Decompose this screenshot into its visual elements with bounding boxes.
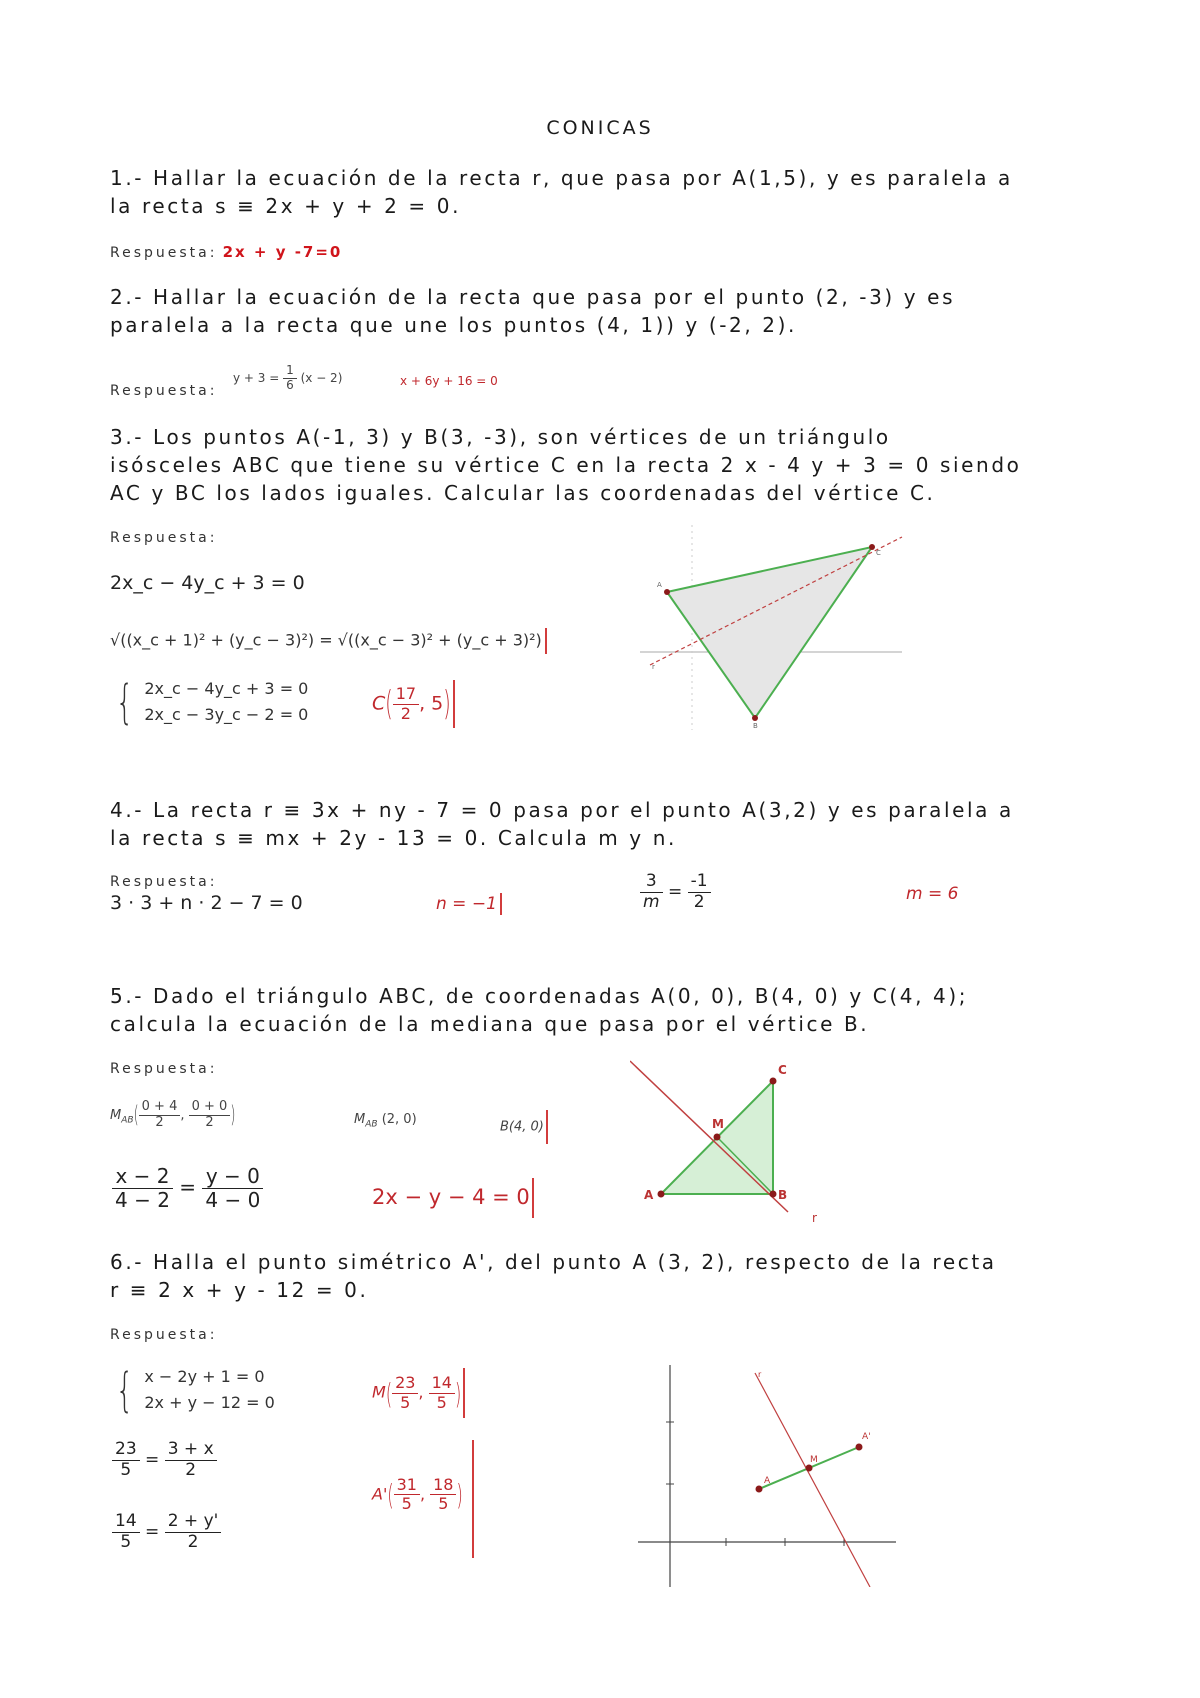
answer-6-system: { x − 2y + 1 = 0 2x + y − 12 = 0 (115, 1363, 275, 1417)
point-b (752, 715, 758, 721)
question-3-line-2: isósceles ABC que tiene su vértice C en la recta 2 x - 4 y + 3 = 0 siendo (110, 453, 1022, 477)
label-m: M (810, 1455, 818, 1465)
point-b (770, 1191, 777, 1198)
question-2-line-1: 2.- Hallar la ecuación de la recta que pasa por el punto (2, -3) y es (110, 285, 956, 309)
question-2-line-2: paralela a la recta que une los puntos (4, 1)) y (-2, 2). (110, 313, 797, 337)
label-c: C (778, 1063, 787, 1077)
question-4-line-1: 4.- La recta r ≡ 3x + ny - 7 = 0 pasa por el punto A(3,2) y es paralela a (110, 798, 1014, 822)
answer-3-eq1: 2x_c − 4y_c + 3 = 0 (110, 572, 305, 594)
respuesta-label: Respuesta: (110, 530, 218, 546)
triangle-figure-3 (640, 525, 910, 730)
answer-3-system: { 2x_c − 4y_c + 3 = 0 2x_c − 3y_c − 2 = 0 (115, 675, 309, 729)
answer-1-value: 2x + y -7=0 (222, 243, 343, 261)
frac-den: 6 (286, 377, 294, 392)
respuesta-label: Respuesta: (110, 383, 218, 399)
point-m (714, 1134, 721, 1141)
respuesta-label: Respuesta: (110, 1061, 218, 1077)
respuesta-label: Respuesta: (110, 245, 218, 261)
eq-left: y + 3 = (233, 370, 280, 385)
point-a (664, 589, 670, 595)
question-3-line-1: 3.- Los puntos A(-1, 3) y B(3, -3), son vértices de un triángulo (110, 425, 891, 449)
answer-6-symmetric-point: A'( $\frac{31}{5}$ , $\frac{18}{5}$ ) (372, 1475, 463, 1514)
point-c (770, 1078, 777, 1085)
respuesta-label: Respuesta: (110, 1327, 218, 1343)
answer-5-value: 2x − y − 4 = 0 (372, 1178, 534, 1218)
question-6-line-2: r ≡ 2 x + y - 12 = 0. (110, 1278, 369, 1302)
label-r: r (812, 1211, 817, 1225)
label-r: r (758, 1370, 762, 1379)
answer-4-n: n = −1 (436, 893, 502, 915)
answer-5-b-value: B(4, 0) (500, 1110, 548, 1144)
answer-1 (110, 242, 342, 261)
question-1-line-1: 1.- Hallar la ecuación de la recta r, que pasa por A(1,5), y es paralela a (110, 166, 1013, 190)
answer-2-equation (233, 364, 342, 393)
label-r: r (652, 663, 655, 671)
label-b: B (778, 1188, 788, 1202)
respuesta-label: Respuesta: (110, 874, 218, 890)
answer-3-eq2: √((x_c + 1)² + (y_c − 3)²) = √((x_c − 3)² + (y_c + 3)²) (110, 628, 547, 654)
answer-4-m: m = 6 (906, 884, 959, 904)
label-a-prime: A' (862, 1432, 871, 1442)
point-c (869, 544, 875, 550)
answer-6-midpoint: M( $\frac{23}{5}$ , $\frac{14}{5}$ ) (372, 1368, 465, 1418)
point-a-prime (856, 1444, 863, 1451)
answer-5-midpoint-value: $M_{AB}$ (2, 0) (354, 1112, 417, 1130)
edit-cursor (472, 1440, 474, 1558)
symmetric-point-figure (638, 1365, 898, 1587)
answer-6-eq-x: $\frac{23}{5}$ = $\frac{3 + x}{2}$ (112, 1440, 217, 1480)
triangle-figure-5 (630, 1050, 830, 1225)
frac-num: 1 (283, 364, 297, 379)
label-a: A (657, 581, 662, 589)
answer-6-eq-y: $\frac{14}{5}$ = $\frac{2 + y'}{2}$ (112, 1512, 221, 1552)
label-c: C (876, 549, 881, 557)
question-4-line-2: la recta s ≡ mx + 2y - 13 = 0. Calcula m y n. (110, 826, 677, 850)
answer-5-line-equation: $\frac{x - 2}{4 - 2}$ = $\frac{y - 0}{4 - 0}$ (112, 1165, 263, 1212)
line-r (755, 1373, 870, 1587)
point-a (658, 1191, 665, 1198)
page-title: CONICAS (546, 117, 654, 139)
question-1-line-2: la recta s ≡ 2x + y + 2 = 0. (110, 194, 462, 218)
answer-5-midpoint-formula: $M_{AB}$( $\frac{0 + 4}{2}$ , $\frac{0 + 0}{2}$ ) (110, 1099, 236, 1130)
point-a (756, 1486, 763, 1493)
label-b: B (753, 722, 758, 730)
answer-4-eq1: 3 · 3 + n · 2 − 7 = 0 (110, 892, 303, 914)
answer-4-proportion: $\frac{3}{m}$ = $\frac{-1}{2}$ (640, 872, 711, 912)
label-a: A (644, 1188, 654, 1202)
question-6-line-1: 6.- Halla el punto simétrico A', del punto A (3, 2), respecto de la recta (110, 1250, 997, 1274)
triangle-abc (667, 547, 872, 718)
answer-2-value: x + 6y + 16 = 0 (400, 374, 498, 388)
question-5-line-2: calcula la ecuación de la mediana que pasa por el vértice B. (110, 1012, 870, 1036)
answer-3-value: C( $\frac{17}{2}$ , 5) (372, 680, 455, 728)
eq-right: (x − 2) (300, 370, 343, 385)
point-m (806, 1465, 813, 1472)
label-a: A (764, 1476, 771, 1486)
question-3-line-3: AC y BC los lados iguales. Calcular las coordenadas del vértice C. (110, 481, 936, 505)
label-m: M (712, 1117, 724, 1131)
question-5-line-1: 5.- Dado el triángulo ABC, de coordenadas A(0, 0), B(4, 0) y C(4, 4); (110, 984, 969, 1008)
